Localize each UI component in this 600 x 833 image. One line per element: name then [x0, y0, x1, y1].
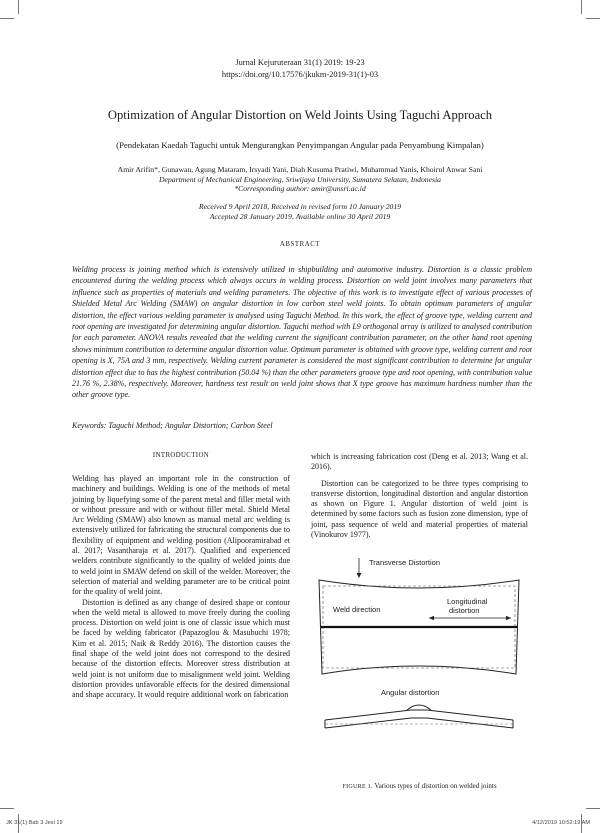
accepted-dates: Accepted 28 January 2019, Available online 30 April 2019 — [209, 212, 391, 221]
corresponding-author: *Corresponding author: amir@unsri.ac.id — [234, 184, 366, 193]
received-dates: Received 9 April 2018, Received in revised form 10 January 2019 — [198, 202, 402, 211]
abstract-body: Welding process is joining method which is extensively utilized in shipbuilding and automotive industry. Distortion is a classic problem encountered during the welding process which always occurs in welding process. Distortion on weld joint involves many parameters that influence such as properties of materials and welding parameters. The objective of this work is to investigate effect of various processes of Shielded Metal Arc Welding (SMAW) on angular distortion in low carbon steel weld joints. To obtain optimum parameters of angular distortion, the effect various welding parameter is analysed using Taguchi Method. In this work, the effect of groove type, welding current and root opening are investigated for determining angular distortion. Taguchi method with L9 orthogonal array is utilized to analysed contribution for each parameter. ANOVA results revealed that the welding current the significant contribution parameter, on the other hand root opening shows minimum contribution to determine angular distortion value. Optimum parameter is obtained with groove type, welding current and root opening is X, 75A and 3 mm, respectively. Welding current parameter is considered the most significant contribution to determine for angular distortion effect due to has the highest contribution (50.04 %) than the other parameters groove type and root opening, with contribution value 21.76 %, 2.38%, respectively. Moreover, hardness test result on weld joint shows that X type groove has maximum hardness number than the other groove type. — [72, 265, 532, 400]
figure-caption-label: FIGURE 1. — [342, 784, 373, 790]
right-column — [311, 452, 528, 540]
intro-paragraph-1: Welding has played an important role in the construction of machinery and buildings. Welding is one of the methods of metal joining by liquefying some of the parent metal and filler metal with or without pressure and with or without filler metal. Shield Metal Arc Welding (SMAW) also known as manual metal arc welding is extensively utilized for fabricating the structural components due to flexibility of equipment and welding position (Alipooramirabad et al. 2017; Vasantharaja et al. 2017). Qualified and experienced welders contribute significantly to the quality of welded joints due to weld joint in SMAW defend on skill of the welder. Moreover, the selection of material and welding parameter are to be critical point for the quality of weld joint. — [72, 474, 290, 597]
angular-distortion-label: Angular distortion — [381, 688, 440, 697]
figure-caption-text: Various types of distortion on welded joints — [374, 782, 497, 790]
figure-caption — [311, 782, 528, 790]
intro-paragraph-2: Distortion is defined as any change of desired shape or contour when the weld metal is allowed to move freely during the cooling process. Distortion on weld joint is one of classic issue which must be faced by welding fabricator (Papazoglou & Masubuchi 1978; Kim et al. 2015; Naik & Reddy 2016). The distortion causes the final shape of the weld joint does not correspond to the desired because of the distortion effects. Moreover stress distribution at weld joint is not uniform due to misalignment weld joint. Welding distortion provides unfavorable effects for the desired dimensional and shape accuracy. It would require additional work on fabrication — [72, 597, 290, 700]
crop-mark-bottom-right-h — [586, 808, 600, 809]
longitudinal-label-line-1: Longitudinal — [447, 597, 488, 606]
intro-paragraph-4: Distortion can be categorized to be three types comprising to transverse distortion, longitudinal distortion and angular distortion as shown on Figure 1. Angular distortion of weld joint is determined by some factors such as fusion zone dimension, type of joint, pass sequence of weld and material properties of material (Vinokurov 1977). — [311, 478, 528, 540]
figure-1 — [311, 552, 528, 787]
angular-plate-bottom — [325, 718, 513, 728]
longitudinal-label-line-2: distortion — [449, 606, 480, 615]
crop-mark-top-right-v — [581, 0, 582, 14]
transverse-distortion-label: Transverse Distortion — [369, 558, 440, 567]
weld-direction-label: Weld direction — [333, 605, 381, 614]
journal-citation: Jurnal Kejuruteraan 31(1) 2019: 19-23 — [235, 58, 365, 67]
crop-mark-bottom-left-h — [0, 808, 14, 809]
author-list: Amir Arifin*, Gunawan, Agung Mataram, Irsyadi Yani, Diah Kusuma Pratiwi, Muhammad Yanis, Khoirul Anwar Sani — [117, 165, 483, 174]
longitudinal-arrow-head-right — [506, 616, 511, 620]
author-affiliation: Department of Mechanical Engineering, Sriwijaya University, Sumatera Selatan, Indonesia — [158, 175, 442, 184]
introduction-heading: INTRODUCTION — [152, 452, 210, 459]
crop-mark-top-left-h — [0, 18, 14, 19]
intro-paragraph-3: which is increasing fabrication cost (Deng et al. 2013; Wang et al. 2016). — [311, 452, 528, 472]
longitudinal-arrow-head-left — [429, 616, 434, 620]
transverse-arrow-head — [357, 573, 362, 578]
footer-timestamp: 4/12/2019 10:52:19 AM — [532, 820, 590, 826]
abstract-heading: ABSTRACT — [279, 241, 321, 248]
paper-title: Optimization of Angular Distortion on Weld Joints Using Taguchi Approach — [107, 108, 493, 122]
footer-slug: JK 31(1) Bab 3 Jesi 19 — [6, 820, 63, 826]
paper-subtitle: (Pendekatan Kaedah Taguchi untuk Mengurangkan Penyimpangan Angular pada Penyambung Kimpalan) — [116, 140, 484, 150]
weld-bead — [407, 705, 431, 710]
distortion-diagram — [311, 552, 528, 787]
crop-mark-top-left-v — [18, 0, 19, 14]
doi-link[interactable]: https://doi.org/10.17576/jkukm-2019-31(1)-03 — [221, 70, 379, 79]
keywords: Keywords: Taguchi Method; Angular Distortion; Carbon Steel — [72, 421, 273, 430]
crop-mark-top-right-h — [586, 18, 600, 19]
left-column — [72, 474, 290, 701]
